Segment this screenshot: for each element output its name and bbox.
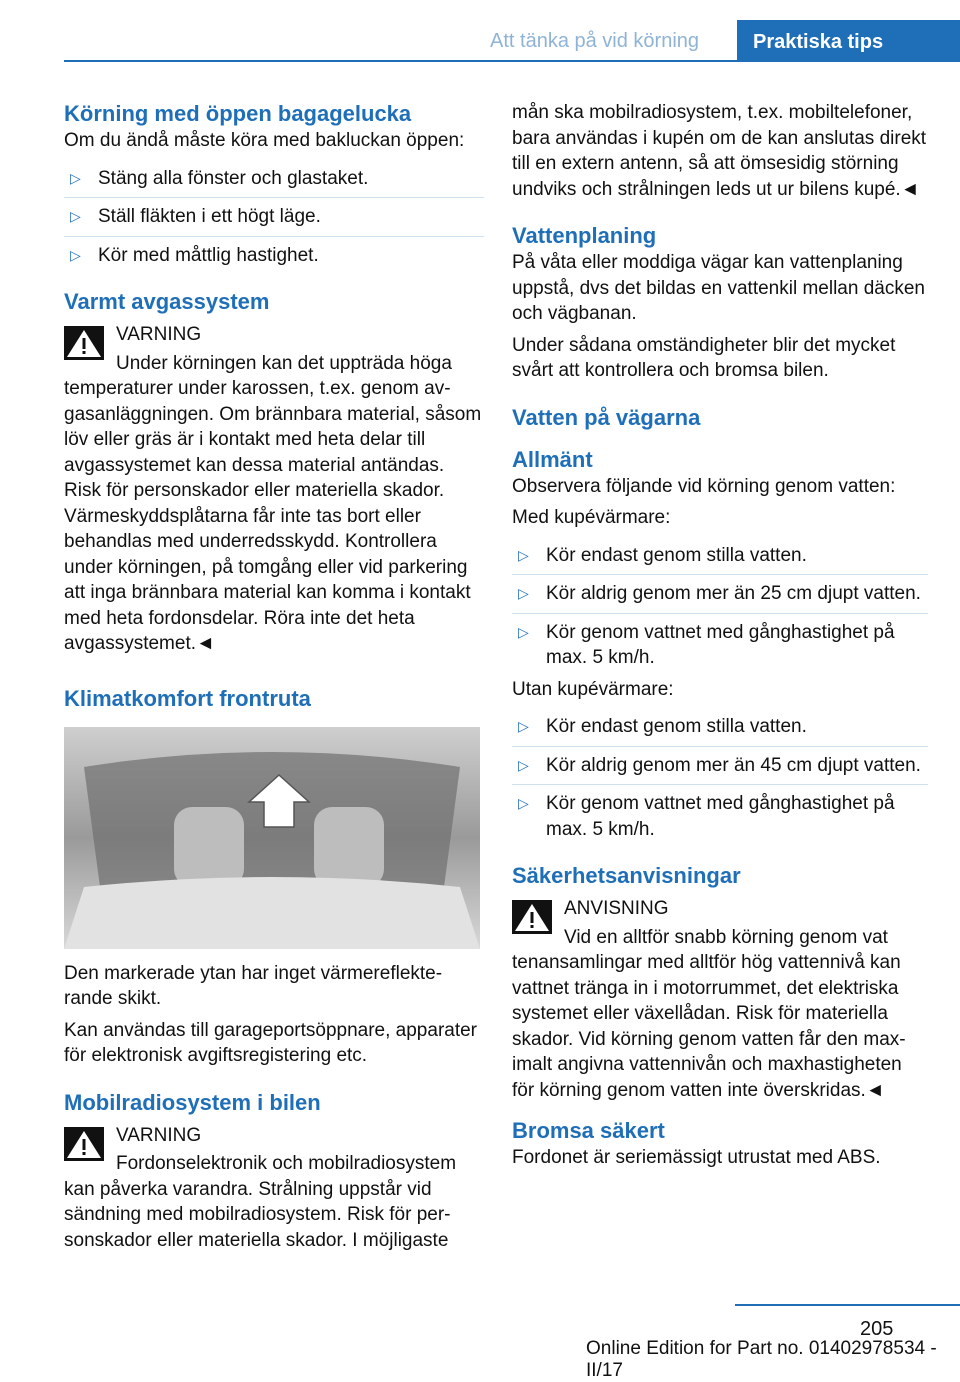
warning-text-cont: kan påverka varandra. Strålning uppstår vid sändning med mobilradiosystem. Risk för personskador eller materiella skador. I möjligaste xyxy=(64,1178,451,1251)
heading-open-tailgate: Körning med öppen bagagelucka xyxy=(64,101,412,126)
heading-general: Allmänt xyxy=(512,446,593,472)
windshield-photo xyxy=(64,727,480,949)
triangle-bullet-icon: ▷ xyxy=(70,169,81,186)
paragraph: På våta eller moddiga vägar kan vattenplaning uppstå, dvs det bildas en vattenkil mellan däcken och vägbanan. xyxy=(512,252,925,324)
paragraph: Om du ändå måste köra med bakluckan öppen: xyxy=(64,130,465,151)
triangle-bullet-icon: ▷ xyxy=(518,546,529,563)
heading-safety-notes: Säkerhetsanvisningar xyxy=(512,863,741,888)
warning-text: Under körningen kan det uppträda höga xyxy=(116,352,452,374)
warning-triangle-icon xyxy=(64,1127,104,1161)
heading-windshield: Klimatkomfort frontruta xyxy=(64,685,311,711)
warning-text: Fordonselektronik och mobilradiosystem xyxy=(116,1153,457,1174)
heading-water-on-road: Vatten på vägarna xyxy=(512,404,701,430)
notice-text-cont: tenansamlingar med alltför hög vattennivå kan vattnet tränga in i motorrummet, det elektriska systemet eller växellådan. Risk för materiella skador. Vid körning genom vatten får den maximalt angivna vattennivån och maxhastigheten för körning genom vatten inte överskridas.◄ xyxy=(512,952,906,1101)
list-item: ▷ Kör genom vattnet med gånghastighet på max. 5 km/h. xyxy=(518,793,895,840)
paragraph: Utan kupévärmare: xyxy=(512,678,674,700)
warning-triangle-icon xyxy=(512,900,552,934)
bullet-list xyxy=(64,160,484,275)
heading-hot-exhaust: Varmt avgassystem xyxy=(64,289,270,314)
bullet-list xyxy=(512,708,928,848)
header-chapter-tab: Praktiska tips xyxy=(737,20,960,62)
right-column xyxy=(512,100,928,1177)
notice-label: ANVISNING xyxy=(564,898,669,919)
warning-box xyxy=(64,1123,484,1254)
paragraph: mån ska mobilradiosystem, t.ex. mobiltelefoner, bara användas i kupén om de kan anslutas direkt till en extern antenn, så att ömsesidig störning undviks och strålningen leds ut ur bilens kupé.◄ xyxy=(512,102,927,200)
heading-mobile-radio: Mobilradiosystem i bilen xyxy=(64,1089,321,1115)
notice-text: Vid en alltför snabb körning genom vat xyxy=(564,926,888,948)
notice-box xyxy=(512,896,928,1103)
warning-label: VARNING xyxy=(116,324,202,345)
bullet-list xyxy=(512,537,928,677)
warning-label: VARNING xyxy=(116,1124,202,1146)
paragraph: Observera följande vid körning genom vatten: xyxy=(512,475,896,497)
paragraph: Kan användas till garageportsöppnare, apparater för elektronisk avgiftsregistering etc. xyxy=(64,1019,478,1066)
paragraph: Med kupévärmare: xyxy=(512,507,671,528)
list-item: ▷ Ställ fläkten i ett högt läge. xyxy=(64,198,484,237)
header-section-title: Att tänka på vid körning xyxy=(490,30,700,52)
triangle-bullet-icon: ▷ xyxy=(518,623,529,640)
edition-note: Online Edition for Part no. 01402978534 - II/17 xyxy=(586,1338,937,1381)
paragraph: Fordonet är seriemässigt utrustat med ABS. xyxy=(512,1147,881,1168)
footer-rule xyxy=(735,1304,960,1306)
list-item: ▷ Kör aldrig genom mer än 45 cm djupt vatten. xyxy=(512,747,928,786)
list-item: ▷ Kör endast genom stilla vatten. xyxy=(512,537,928,576)
list-item: ▷ Kör genom vattnet med gånghastighet på max. 5 km/h. xyxy=(518,621,895,668)
list-item: ▷ Kör med måttlig hastighet. xyxy=(64,237,484,275)
heading-aquaplaning: Vattenplaning xyxy=(512,223,657,248)
triangle-bullet-icon: ▷ xyxy=(70,246,81,263)
list-item: ▷ Kör aldrig genom mer än 25 cm djupt vatten. xyxy=(512,575,928,614)
triangle-bullet-icon: ▷ xyxy=(518,795,529,811)
list-item: ▷ Kör endast genom stilla vatten. xyxy=(512,708,928,747)
triangle-bullet-icon: ▷ xyxy=(518,756,529,773)
left-column xyxy=(64,100,484,1253)
warning-text-cont: temperaturer under karossen, t.ex. genom avgasanläggningen. Om brännbara material, såsom löv eller gräs är i kontakt med heta delar till avgassystemet kan dessa material antändas. Risk för personskador eller materiella skador. Värmeskyddsplåtarna får inte tas bort eller behandlas med underredsskydd. Kontrollera under körningen, på tomgång eller vid parkering att inga brännbara material kan komma i kontakt med heta fordonsdelar. Röra inte det heta avgassystemet.◄ xyxy=(64,378,482,654)
list-item: ▷ Stäng alla fönster och glastaket. xyxy=(64,160,484,199)
warning-box xyxy=(64,322,484,657)
triangle-bullet-icon: ▷ xyxy=(70,208,81,224)
page-number: 205 xyxy=(860,1318,894,1340)
paragraph: Den markerade ytan har inget värmereflekterande skikt. xyxy=(64,962,443,1009)
triangle-bullet-icon: ▷ xyxy=(518,585,529,601)
paragraph: Under sådana omständigheter blir det mycket svårt att kontrollera och bromsa bilen. xyxy=(512,334,896,381)
warning-triangle-icon xyxy=(64,326,104,360)
heading-brake-safely: Bromsa säkert xyxy=(512,1118,665,1143)
header-rule xyxy=(64,60,960,62)
triangle-bullet-icon: ▷ xyxy=(518,718,529,734)
